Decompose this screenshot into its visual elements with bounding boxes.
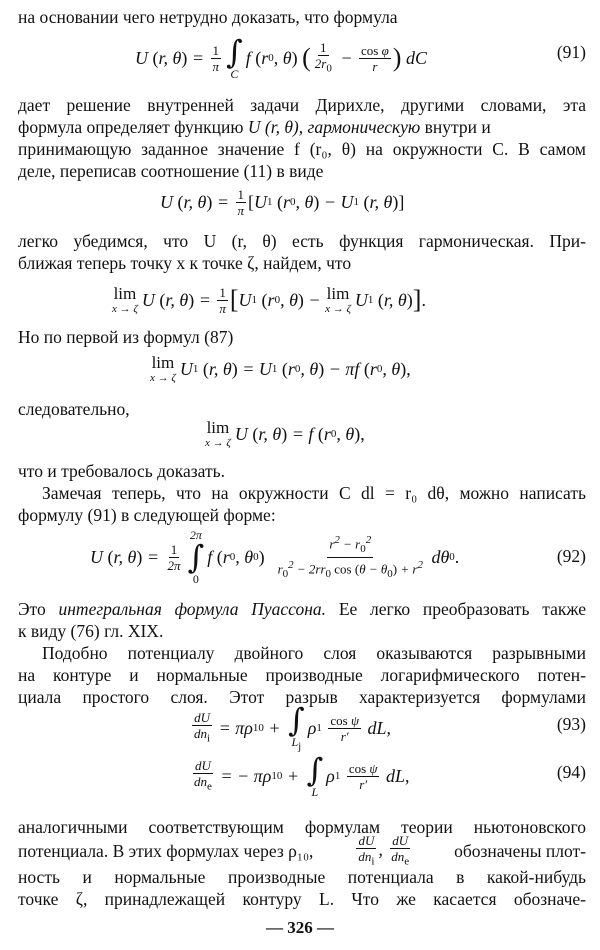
text-line bbox=[18, 832, 586, 868]
text-line: точке ζ, принадлежащей контуру L. Что же касается обозначе- bbox=[18, 889, 586, 909]
emphasis-text: гармоническую bbox=[307, 117, 421, 137]
emphasis-text: интегральная формула Пуассона. bbox=[58, 599, 327, 619]
text-line: ность и нормальные производные потенциала в какой-нибудь bbox=[18, 867, 586, 887]
text-line: формулу (91) в следующей форме: bbox=[18, 505, 276, 525]
text-line: принимающую заданное значение f (r₀, θ) на окружности C. В самом bbox=[18, 139, 586, 159]
text-line: что и требовалось доказать. bbox=[18, 461, 226, 481]
text-span: формула определяет функцию bbox=[18, 117, 248, 137]
equation-limit-2: lim x → ζ U 1 ( r, θ ) = U 1 ( r 0 , θ ) − πf ( r 0 , θ ), bbox=[150, 353, 411, 384]
text-line: дает решение внутренней задачи Дирихле, другими словами, эта bbox=[18, 95, 586, 115]
text-line: к виду (76) гл. XIX. bbox=[18, 621, 164, 641]
text-line: деле, переписав соотношение (11) в виде bbox=[18, 161, 324, 181]
text-line: следовательно, bbox=[18, 399, 130, 419]
equation-94: $\frac{dU}{dn_e}$ = − πρ 10 + ∫ L ρ 1 $\frac{\text{cos ψ}}{r'}$ dL , bbox=[194, 751, 410, 799]
page-number: — 326 — bbox=[266, 918, 334, 937]
equation-number: (92) bbox=[556, 546, 586, 566]
equation-93: $\frac{dU}{dn_i}$ = πρ 10 + ∫ $L_j$ ρ 1 $\frac{\text{cos ψ}}{r'}$ dL , bbox=[194, 700, 392, 753]
text-span: Это bbox=[18, 599, 59, 619]
text-span: обозначены плот- bbox=[454, 841, 586, 861]
equation-91: U ( r, θ ) = $\frac{1}{\pi}$ ∫ C f ( r 0 , θ ) ( $\frac{1}{2r_0}$ − $\frac{\text{cos φ}}{r}$ ) dC bbox=[135, 33, 427, 81]
text-span: U (r, θ), bbox=[247, 117, 304, 137]
equation-number: (91) bbox=[556, 42, 586, 62]
text-line: на основании чего нетрудно доказать, что формула bbox=[18, 7, 398, 27]
equation-number: (93) bbox=[556, 714, 586, 734]
text-span: внутри и bbox=[420, 117, 491, 137]
text-line: ближая теперь точку x к точке ζ, найдем, что bbox=[18, 253, 352, 273]
text-span: Ее легко преобразовать также bbox=[326, 599, 586, 619]
equation-limit-1: lim x → ζ U ( r, θ ) = $\frac{1}{\pi}$ [ U 1 ( r 0 , θ ) − lim x → ζ U 1 ( r, θ ) ] . bbox=[112, 284, 426, 316]
text-line bbox=[18, 116, 586, 138]
inline-formula: $\frac{dU}{dn_i}$ , $\frac{dU}{dn_e}$ bbox=[358, 832, 410, 868]
text-line: Замечая теперь, что на окружности C dl = r₀ dθ, можно написать bbox=[42, 483, 586, 503]
text-line: Но по первой из формул (87) bbox=[18, 327, 234, 347]
text-line: легко убедимся, что U (r, θ) есть функция гармоническая. При- bbox=[18, 231, 586, 251]
text-span: потенциала. В этих формулах через ρ₁₀, bbox=[18, 841, 314, 861]
equation-number: (94) bbox=[556, 762, 586, 782]
equation-harmonic: U ( r, θ ) = $\frac{1}{\pi}$ [ U 1 ( r 0 , θ ) − U 1 ( r, θ )] bbox=[160, 186, 405, 218]
equation-limit-3: lim x → ζ U ( r, θ ) = f ( r 0 , θ ), bbox=[205, 418, 365, 449]
text-line: аналогичными соответствующим формулам теории ньютоновского bbox=[18, 817, 586, 837]
equation-92: U ( r, θ ) = $\frac{1}{2\pi}$ 2π ∫ 0 f ( r 0 , θ 0 ) $\frac{r^2 - r_0^2}{r_0^2 - 2rr_0 \cos (\theta - \theta_0) + r^2}$ dθ 0 . bbox=[90, 528, 460, 586]
text-line: циала простого слоя. Этот разрыв характеризуется формулами bbox=[18, 687, 586, 707]
text-line: Подобно потенциалу двойного слоя оказываются разрывными bbox=[42, 643, 586, 663]
text-line bbox=[18, 598, 586, 620]
text-line: на контуре и нормальные производные логарифмического потен- bbox=[18, 665, 586, 685]
